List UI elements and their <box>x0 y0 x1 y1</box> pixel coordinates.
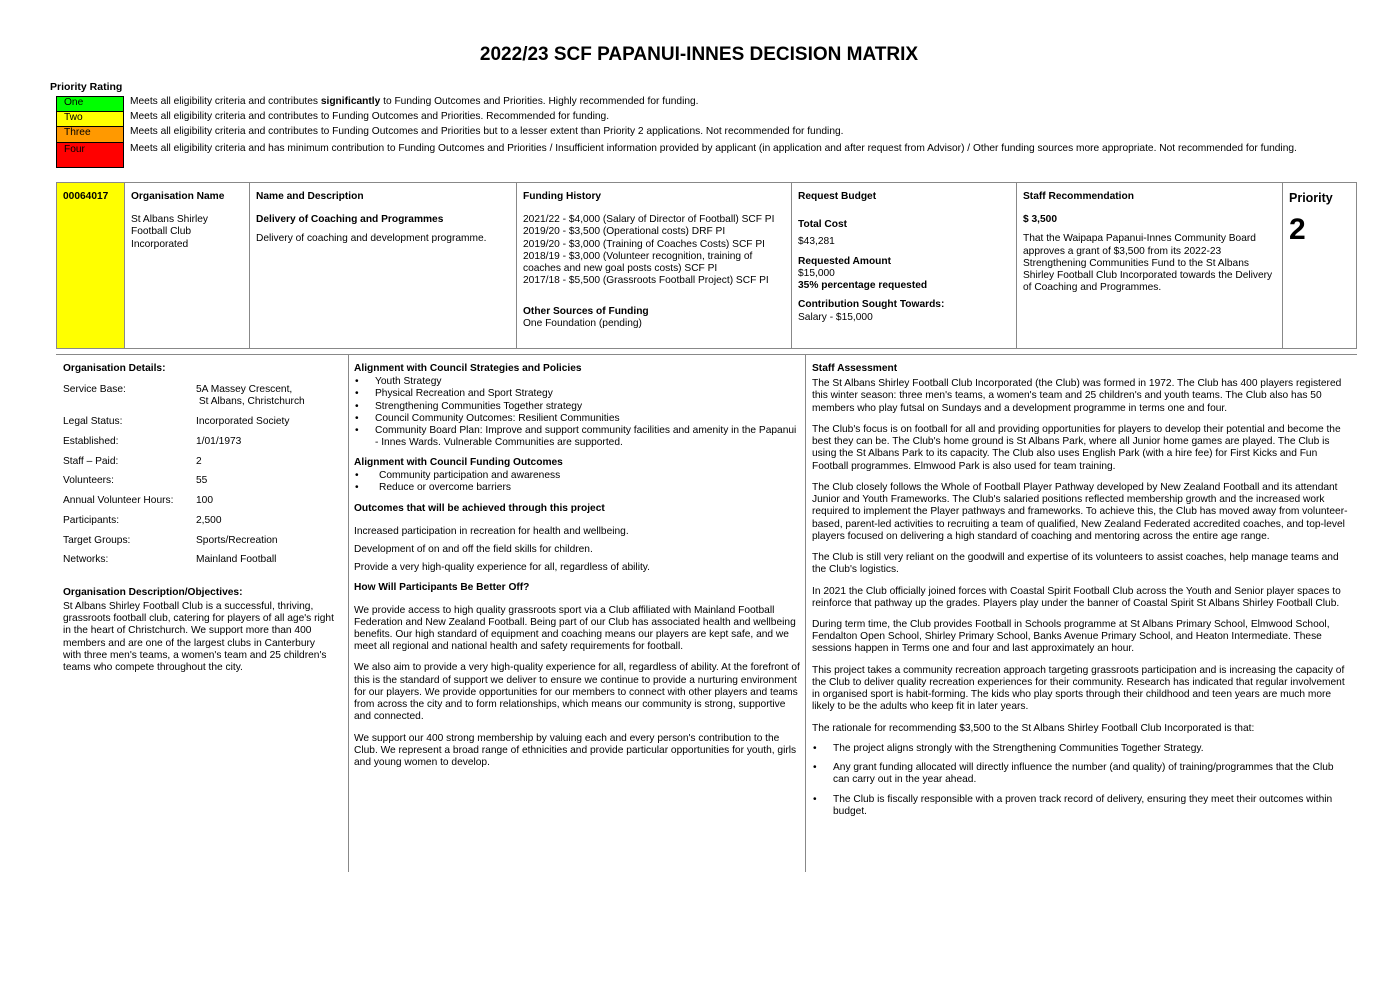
organisation-description-heading: Organisation Description/Objectives: <box>63 586 243 598</box>
priority-row-three <box>56 126 1316 142</box>
priority-row-four <box>56 142 1316 168</box>
staff-recommendation-header: Staff Recommendation <box>1023 191 1134 202</box>
other-sources-header: Other Sources of Funding <box>523 305 649 317</box>
detail-row <box>63 416 343 428</box>
better-off-paragraph: We provide access to high quality grassroots sport via a Club affiliated with Mainland Football Federation and New Zealand Football. Being part of our Club has associated health and wellbeing benefits. Our high standard of equipment and coaching means our players are kept safe, and we meet all regional and national health and safety requirements for football. <box>354 604 796 653</box>
detail-row <box>63 384 343 408</box>
staff-recommendation-cell <box>1017 183 1283 348</box>
detail-label: Volunteers: <box>63 475 114 487</box>
funding-history-list <box>523 214 785 287</box>
priority-swatch: Three <box>56 126 124 142</box>
column-divider <box>348 355 349 872</box>
application-summary-table <box>56 182 1357 349</box>
list-item: • Any grant funding allocated will directly influence the number (and quality) of training/programmes that the Club can carry out in the year ahead. <box>812 762 1352 786</box>
priority-description: Meets all eligibility criteria and contributes to Funding Outcomes and Priorities. Recommended for funding. <box>130 111 610 122</box>
priority-description: Meets all eligibility criteria and contributes to Funding Outcomes and Priorities but to a lesser extent than Priority 2 applications. Not recommended for funding. <box>130 126 844 137</box>
percentage-requested: 35% percentage requested <box>798 280 928 292</box>
detail-label: Legal Status: <box>63 416 123 428</box>
funding-history-item: 2018/19 - $3,000 (Volunteer recognition, training of coaches and new goal posts costs) SCF PI <box>523 250 753 275</box>
requested-amount: $15,000 <box>798 267 835 279</box>
funding-history-item: 2017/18 - $5,500 (Grassroots Football Project) SCF PI <box>523 275 769 287</box>
detail-row <box>63 495 343 507</box>
staff-assessment-heading: Staff Assessment <box>812 363 898 374</box>
funding-outcomes-list <box>354 470 800 494</box>
list-item: • Youth Strategy <box>354 376 800 388</box>
detail-value: 1/01/1973 <box>196 435 242 447</box>
organisation-name: St Albans Shirley Football Club Incorporated <box>131 214 209 250</box>
list-item: • Physical Recreation and Sport Strategy <box>354 388 800 400</box>
application-id: 00064017 <box>63 191 109 202</box>
detail-value: Sports/Recreation <box>196 534 278 546</box>
column-divider <box>805 355 806 872</box>
assessment-paragraph: The St Albans Shirley Football Club Incorporated (the Club) was formed in 1972. The Club has 400 players registered this winter season: three men's teams, a women's team and 25 children's and youth teams. The Club also has 50 members who play futsal on Sundays and a development programme in terms one and four. <box>812 378 1342 414</box>
detail-value: 2,500 <box>196 514 222 526</box>
priority-description: Meets all eligibility criteria and contributes significantly to Funding Outcomes and Priorities. Highly recommended for funding. <box>130 96 699 107</box>
project-name: Delivery of Coaching and Programmes <box>256 214 444 226</box>
contribution: Salary - $15,000 <box>798 311 873 323</box>
list-item: • Reduce or overcome barriers <box>354 482 800 494</box>
better-off-paragraph: We support our 400 strong membership by valuing each and every person's contribution to the Club. We represent a broad range of ethnicities and provide particular opportunities for youth, girls and young women to develop. <box>354 732 797 769</box>
organisation-name-cell <box>125 183 250 348</box>
contribution-label: Contribution Sought Towards: <box>798 299 945 311</box>
outcomes-heading: Outcomes that will be achieved through this project <box>354 503 605 515</box>
application-id-cell <box>57 183 125 348</box>
detail-row <box>63 436 343 448</box>
detail-label: Service Base: <box>63 384 126 396</box>
staff-recommendation-text: That the Waipapa Papanui-Innes Community Board approves a grant of $3,500 from its 2022-23 Strengthening Communities Fund to the St Albans Shirley Football Club Incorporated towards the Delivery of Coaching and Programmes. <box>1023 233 1273 294</box>
alignment-section <box>354 355 800 778</box>
assessment-paragraph: The Club's focus is on football for all and providing opportunities for players to develop their potential and become the best they can be. The Club's home ground is St Albans Park, where all Junior home games are played. The Club is using the St Albans Park to its capacity. The Club also uses English Park (with a hire fee) for First Kicks and Fun Football programmes. Elmwood Park is also used for team training. <box>812 423 1341 472</box>
detail-label: Annual Volunteer Hours: <box>63 495 174 507</box>
funding-outcomes-heading: Alignment with Council Funding Outcomes <box>354 456 563 468</box>
priority-cell <box>1283 183 1356 348</box>
priority-value: 2 <box>1289 213 1306 246</box>
list-item: • Community participation and awareness <box>354 470 800 482</box>
detail-row <box>63 554 343 566</box>
detail-value: Incorporated Society <box>196 416 290 428</box>
organisation-details-section <box>63 355 343 674</box>
detail-row <box>63 456 343 468</box>
other-sources: One Foundation (pending) <box>523 317 642 329</box>
priority-swatch: Two <box>56 111 124 126</box>
outcome-item: Development of on and off the field skills for children. <box>354 543 593 555</box>
list-item: • Council Community Outcomes: Resilient Communities <box>354 413 800 425</box>
organisation-description: St Albans Shirley Football Club is a successful, thriving, grassroots football club, catering for players of all age's right in the heart of Christchurch. We support more than 400 members and are one of the largest clubs in Canterbury with three men's teams, a women's team and 25 children's teams who compete throughout the city. <box>63 600 334 673</box>
detail-row <box>63 475 343 487</box>
strategies-list <box>354 376 800 449</box>
total-cost-label: Total Cost <box>798 219 848 231</box>
page-title: 2022/23 SCF PAPANUI-INNES DECISION MATRIX <box>479 44 919 65</box>
organisation-details-heading: Organisation Details: <box>63 363 166 374</box>
strategies-heading: Alignment with Council Strategies and Policies <box>354 363 582 374</box>
detail-value: 55 <box>196 475 208 487</box>
priority-description: Meets all eligibility criteria and has minimum contribution to Funding Outcomes and Priorities / Insufficient information provided by applicant (in application and after request from Advisor) / Other funding sources more appropriate. Not recommended for funding. <box>130 143 1297 154</box>
detail-row <box>63 535 343 547</box>
detail-value: 2 <box>196 455 202 467</box>
funding-history-cell <box>517 183 792 348</box>
assessment-paragraph: During term time, the Club provides Football in Schools programme at St Albans Primary School, Elmwood School, Fendalton Open School, Shirley Primary School, Banks Avenue Primary School, and Heaton Intermediate. These sessions happen in Terms one and four and last approximately an hour. <box>812 618 1330 655</box>
project-description: Delivery of coaching and development programme. <box>256 233 487 245</box>
priority-rating-heading: Priority Rating <box>50 81 123 93</box>
better-off-heading: How Will Participants Be Better Off? <box>354 582 530 594</box>
priority-rating-legend <box>56 96 1316 168</box>
assessment-paragraph: This project takes a community recreation approach targeting grassroots participation and is increasing the capacity of the Club to deliver quality recreation experiences for their community. Research has indicated that regular involvement in organised sport is habit-forming. The kids who play sports through their childhood and teen years are much more likely to be the adults who keep fit in later years. <box>812 664 1345 713</box>
assessment-paragraph: The rationale for recommending $3,500 to the St Albans Shirley Football Club Incorporated is that: <box>812 722 1255 734</box>
request-budget-cell <box>792 183 1017 348</box>
request-budget-header: Request Budget <box>798 191 877 202</box>
detail-value: 100 <box>196 495 213 507</box>
priority-header: Priority <box>1289 191 1333 205</box>
detail-value: 5A Massey Crescent, St Albans, Christchurch <box>196 384 305 408</box>
detail-label: Target Groups: <box>63 534 131 546</box>
list-item: • Strengthening Communities Together strategy <box>354 401 800 413</box>
list-item: • The project aligns strongly with the Strengthening Communities Together Strategy. <box>812 743 1352 755</box>
list-item: • The Club is fiscally responsible with a proven track record of delivery, ensuring they meet their outcomes within budget. <box>812 794 1352 818</box>
staff-recommendation-amount: $ 3,500 <box>1023 214 1057 226</box>
priority-swatch: Four <box>56 142 124 168</box>
requested-amount-label: Requested Amount <box>798 255 892 267</box>
outcome-item: Increased participation in recreation for health and wellbeing. <box>354 525 629 537</box>
total-cost: $43,281 <box>798 236 835 248</box>
priority-swatch: One <box>56 96 124 111</box>
assessment-paragraph: The Club is still very reliant on the goodwill and expertise of its volunteers to assist coaches, help manage teams and the Club's logistics. <box>812 552 1339 576</box>
organisation-name-header: Organisation Name <box>131 191 225 202</box>
funding-history-header: Funding History <box>523 191 602 202</box>
detail-row <box>63 515 343 527</box>
funding-history-item: 2019/20 - $3,000 (Training of Coaches Costs) SCF PI <box>523 238 765 250</box>
detail-label: Networks: <box>63 554 109 566</box>
priority-row-two <box>56 111 1316 126</box>
detail-value: Mainland Football <box>196 554 277 566</box>
priority-row-one <box>56 96 1316 111</box>
rationale-list <box>812 743 1352 818</box>
detail-label: Participants: <box>63 514 120 526</box>
funding-history-item: 2019/20 - $3,500 (Operational costs) DRF PI <box>523 226 726 238</box>
staff-assessment-section <box>812 355 1352 825</box>
assessment-paragraph: In 2021 the Club officially joined forces with Coastal Spirit Football Club across the Youth and Senior player spaces to reinforce that pathway up the grades. Players play under the banner of Coastal Spirit St Albans Shirley Football Club. <box>812 585 1341 609</box>
funding-history-item: 2021/22 - $4,000 (Salary of Director of Football) SCF PI <box>523 214 775 226</box>
outcome-item: Provide a very high-quality experience for all, regardless of ability. <box>354 562 650 574</box>
list-item: • Community Board Plan: Improve and support community facilities and amenity in the Papanui - Innes Wards. Vulnerable Communities are supported. <box>354 425 800 449</box>
detail-label: Staff – Paid: <box>63 455 119 467</box>
name-description-cell <box>250 183 517 348</box>
better-off-paragraph: We also aim to provide a very high-quality experience for all, regardless of ability. At the forefront of this is the standard of support we deliver to ensure we continue to provide a nurturing environment for our players. We provide opportunities for our members to connect with other players and teams from across the city and to form relationships, which means our community is strong, supportive and connected. <box>354 662 800 723</box>
detail-label: Established: <box>63 435 119 447</box>
name-description-header: Name and Description <box>256 191 364 202</box>
assessment-paragraph: The Club closely follows the Whole of Football Player Pathway developed by New Zealand Football and its attendant Junior and Youth Frameworks. The Club's salaried positions reflected membership growth and the increased work required to implement the Player pathways and frameworks. To achieve this, the Club has moved away from volunteer-based, parent-led activities to recruiting a team of qualified, New Zealand Federated accredited coaches, and top-level players focused on delivering a high standard of coaching and mentoring across the entire age range. <box>812 481 1348 542</box>
